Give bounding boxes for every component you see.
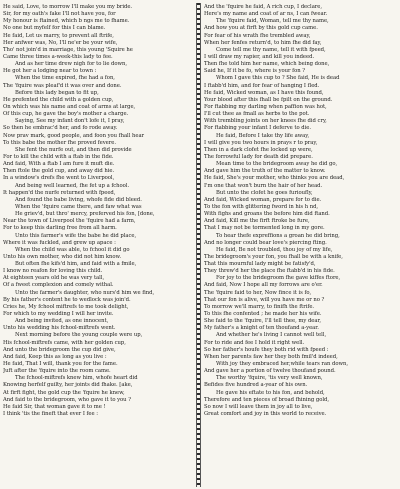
text-line: And no longer could bear love's piercing fting. bbox=[204, 239, 327, 246]
text-line: Befides five hundred a-year of his own. bbox=[204, 382, 308, 389]
text-line: To morrow we'll marry, to finifh the ftrife. bbox=[204, 303, 315, 310]
text-line: Your blood after this fhall be fpilt on the ground. bbox=[204, 96, 333, 103]
text-line: For ftabbing my darling when paffion was hot, bbox=[204, 103, 327, 110]
text-line: Whom I gave this cup to ? She faid, He is dead bbox=[216, 75, 340, 82]
text-line: For to keep this darling free from all harm. bbox=[3, 225, 117, 232]
text-line: And the 'fquire he faid, A rich cup, I declare, bbox=[204, 4, 323, 10]
text-line: Came three times a-week-this lady to fee. bbox=[3, 53, 113, 60]
text-line: For ftabbing your infant I deferve to die. bbox=[204, 125, 311, 132]
text-line: He said, Love, to morrow I'll make you my bride. bbox=[3, 4, 133, 10]
text-line: He faid Sir, that woman gave it to me ! bbox=[3, 403, 106, 410]
text-line: No one but myfelf for this I can blame. bbox=[3, 25, 106, 32]
text-line: And gave him the truth of the matter to know. bbox=[204, 168, 326, 175]
text-line: Near the town of Liverpool the 'fquire had a farm, bbox=[3, 218, 136, 225]
text-line: And faid, Now I hope all my forrows are o'er. bbox=[204, 282, 323, 289]
text-line: Now prav mark, good people, and foon you fhall hear bbox=[3, 132, 145, 139]
text-line: Of this cup, he gave the boy's mother a charge. bbox=[3, 111, 129, 118]
text-line: My honour is ftained, which b ngs me to fhame. bbox=[3, 18, 130, 25]
right-column bbox=[204, 4, 398, 418]
text-line: To the fon with glittering fword in his h nd, bbox=[204, 203, 319, 210]
text-line: The 'fquire faid, Woman, tell me thy name, bbox=[216, 18, 329, 25]
text-line: And faid, Kill me the firft ftroke be fure, bbox=[204, 218, 310, 225]
text-line: For fear of his wrath fhe trembled away, bbox=[204, 32, 311, 39]
text-line: And faid, Keep this as long as you live : bbox=[3, 353, 107, 360]
text-line: They threw'd her the place fhe ftabb'd in his fide. bbox=[204, 268, 335, 275]
text-line: I'm one that won't burn the hair of her head. bbox=[204, 182, 323, 189]
text-line: He faid, Before I take thy life away, bbox=[216, 132, 310, 139]
text-line: He faid, She's your mother, who thinks you are dead, bbox=[204, 175, 345, 182]
text-line: For joy to the bridegroom fhe gave kiffes ftore, bbox=[216, 275, 341, 282]
text-line: Here's my name and coat of ar ns, I can fwear. bbox=[204, 11, 328, 18]
text-line: In a window's drefs fhe went to Liverpool, bbox=[3, 175, 115, 182]
text-line: When the child was able, to fchool it did go bbox=[15, 246, 130, 253]
text-line: Her anfwer was, No, I'll ne'er be your wife, bbox=[3, 39, 118, 46]
text-line: I think 'tis the fineft that ever I fee : bbox=[3, 411, 98, 418]
text-line: The bridegroom's your fon, you fhall be with a knife, bbox=[204, 253, 343, 260]
text-line: He faid, That I will, thank you for the fame. bbox=[3, 361, 118, 368]
text-line: But unto the clofet he goes furioufly, bbox=[216, 189, 313, 196]
text-line: Unto the farmer's daughter, who nurs'd him we find, bbox=[15, 289, 155, 296]
text-line: And whether he's living I cannot well tell, bbox=[216, 332, 327, 339]
text-line: My father's a knight of ten thoufand a-year. bbox=[204, 325, 319, 332]
text-line: For which to my wedding I will her invite. bbox=[3, 311, 114, 318]
text-line: His fchool-miftrefs came, with her golden cup, bbox=[3, 339, 126, 346]
text-line: It happen'd the nurfe returned with fpeed, bbox=[3, 189, 116, 196]
text-line: The worthy 'fquire, 'tis very well known, bbox=[216, 375, 323, 382]
text-line: To this fhe confented ; he made her his wife. bbox=[204, 311, 322, 318]
text-line: And faid, Wicked woman, prepare for to die. bbox=[204, 196, 322, 203]
text-line: Then fhe told him her name, which being done, bbox=[204, 61, 330, 68]
text-line: And faid, With a ftab I am fure it muft die. bbox=[3, 161, 115, 168]
text-line: So her father's houfe they both rid with fpeed : bbox=[204, 346, 329, 353]
text-line: When the 'fquire came there, and faw what was bbox=[15, 203, 142, 210]
text-line: So now I will leave them in joy all to live, bbox=[204, 403, 313, 410]
text-line: For to ride and fee I hold it right well. bbox=[204, 339, 305, 346]
text-line: He prefented the child with a golden cup, bbox=[3, 96, 114, 103]
text-line: And faid to the bridegroom, who gave it to you ? bbox=[3, 396, 131, 403]
text-line: Then ftole the gold cup, and away did hie. bbox=[3, 168, 115, 175]
text-line: He faid, Be not troubled, thou joy of my life, bbox=[216, 246, 333, 253]
text-line: When the time expired, fhe had a fon, bbox=[15, 75, 115, 82]
text-line: That I may not be tormented long in my gore. bbox=[204, 225, 325, 232]
left-column bbox=[3, 4, 193, 418]
text-line: By his father's content he to wedlock was join'd. bbox=[3, 296, 131, 303]
text-line: I will draw my rapier, and kill you indeed. bbox=[204, 53, 315, 60]
text-line: The fchool-miftrefs knew him, whofe heart did bbox=[15, 375, 138, 382]
text-line: Where it was fuckled, and grew up apace : bbox=[3, 239, 116, 246]
text-line: Said he, If it be fo, where is your fon ? bbox=[204, 68, 306, 75]
text-line: Therefore and ten pieces of broad fhining gold, bbox=[204, 396, 329, 403]
text-line: For to kill the child with a ftab in the fide. bbox=[3, 153, 114, 160]
text-line: Of a fweet complexion and comely withal. bbox=[3, 282, 114, 289]
text-line: The 'fquire was pleaf'd it was over and done. bbox=[3, 82, 122, 89]
text-line: Cries he, My fchool miftrefs to me took delight, bbox=[3, 303, 129, 310]
text-line: And as her time drew nigh for to lie down, bbox=[15, 61, 128, 68]
text-line: And being invited, as one innocent, bbox=[15, 318, 109, 325]
text-line: She fent the nurfe out, and then did provide bbox=[15, 146, 132, 153]
text-line: He got her a lodging near to town : bbox=[3, 68, 97, 75]
text-line: She faid to the 'fquire, I'll tell thee, my dear, bbox=[204, 318, 322, 325]
text-line: Unto this farmer's wife the babe he did place, bbox=[15, 232, 137, 239]
text-line: He faid, Wicked woman, as I have this found, bbox=[204, 89, 324, 96]
text-line: And found the babe living, whofe fide did bleed. bbox=[15, 196, 142, 203]
text-line: When her parents faw her they both fmil'd indeed, bbox=[204, 353, 338, 360]
text-line: Come tell me thy name, tell it with fpeed, bbox=[216, 46, 326, 53]
text-line: I ftabb'd him, and for fear of hanging I fled. bbox=[204, 82, 320, 89]
text-line: I'll cut thee as fmall as herbs to the pot. bbox=[204, 111, 310, 118]
text-line: Tho' not join'd in marriage, this young 'Squire he bbox=[3, 46, 133, 53]
text-line: To hear thefe expreffions a groan he did bring, bbox=[216, 232, 340, 239]
text-line: I know no reafon for loving this child. bbox=[3, 268, 103, 275]
text-line: I will give you two hours in prays r to pray, bbox=[204, 139, 318, 146]
text-line: And being well learned, fhe fet up a fchool. bbox=[15, 182, 130, 189]
text-line: And how you at firft by this gold cup came. bbox=[204, 25, 318, 32]
text-line: That our fon is alive, will you have me or no ? bbox=[204, 296, 325, 303]
column-divider bbox=[196, 3, 201, 487]
text-line: With joy they embraced her,while tears ran down, bbox=[216, 361, 348, 368]
text-line: The 'fquire faid to her, Now fince it is fo, bbox=[204, 289, 312, 296]
text-line: And gave her a portion of twelve thoufand pound. bbox=[204, 368, 336, 375]
text-line: Unto his own mother, who did not him know. bbox=[3, 253, 122, 260]
text-line: He gave his eftate to his fon, and behold, bbox=[216, 389, 325, 396]
text-line: Mean time to the bridegroom away he did go, bbox=[216, 161, 338, 168]
text-line: He griev'd, but thro' mercy, preferved his fon, [done, bbox=[15, 211, 155, 218]
text-line: Juft after the 'fquire into the room came. bbox=[3, 368, 111, 375]
text-line: The forrowful lady for death did prepare. bbox=[204, 153, 313, 160]
text-line: With trembling joints on her knees fhe did cry, bbox=[204, 118, 327, 125]
text-line: On which was his name and coat of arms at large, bbox=[3, 103, 136, 110]
text-line: To this babe the mother fhe proved fevere. bbox=[3, 139, 116, 146]
text-line: At firft fight, the gold cup the 'fquire he knew, bbox=[3, 389, 125, 396]
text-line: So then he embrac'd her, and fo rode away. bbox=[3, 125, 118, 132]
text-line: Then in a dark clofet fhe locked up were, bbox=[204, 146, 313, 153]
text-line: Before this lady began to fit up, bbox=[15, 89, 99, 96]
text-line: Sir, for my oath's fake I'll not have you, for bbox=[3, 11, 116, 18]
text-line: Unto his wedding his fchool-miftrefs went. bbox=[3, 325, 116, 332]
text-line: At eighteen years old he was very tall, bbox=[3, 275, 105, 282]
text-line: But often fhe kifs'd him, and faid with a fmile, bbox=[15, 261, 137, 268]
text-line: That this mournful lady might be fatisfy'd, bbox=[204, 261, 316, 268]
text-line: Saying, See my infant don't lofe it, I pray, bbox=[15, 118, 125, 125]
text-line: With fighs and groans the before him did ftand. bbox=[204, 211, 330, 218]
text-line: Next morning before the young couple were up, bbox=[15, 332, 143, 339]
text-line: Great comfort and joy in this world to receive. bbox=[204, 411, 327, 418]
text-line: And unto the bridegroom the cup did give, bbox=[3, 346, 116, 353]
text-line: He faid, Let us marry, to prevent all ftrife, bbox=[3, 32, 114, 39]
text-line: Knowing herfelf guilty, her joints did fhake. [ake, bbox=[3, 382, 133, 389]
text-line: When her fenfes return'd, to him fhe did fay, bbox=[204, 39, 322, 46]
